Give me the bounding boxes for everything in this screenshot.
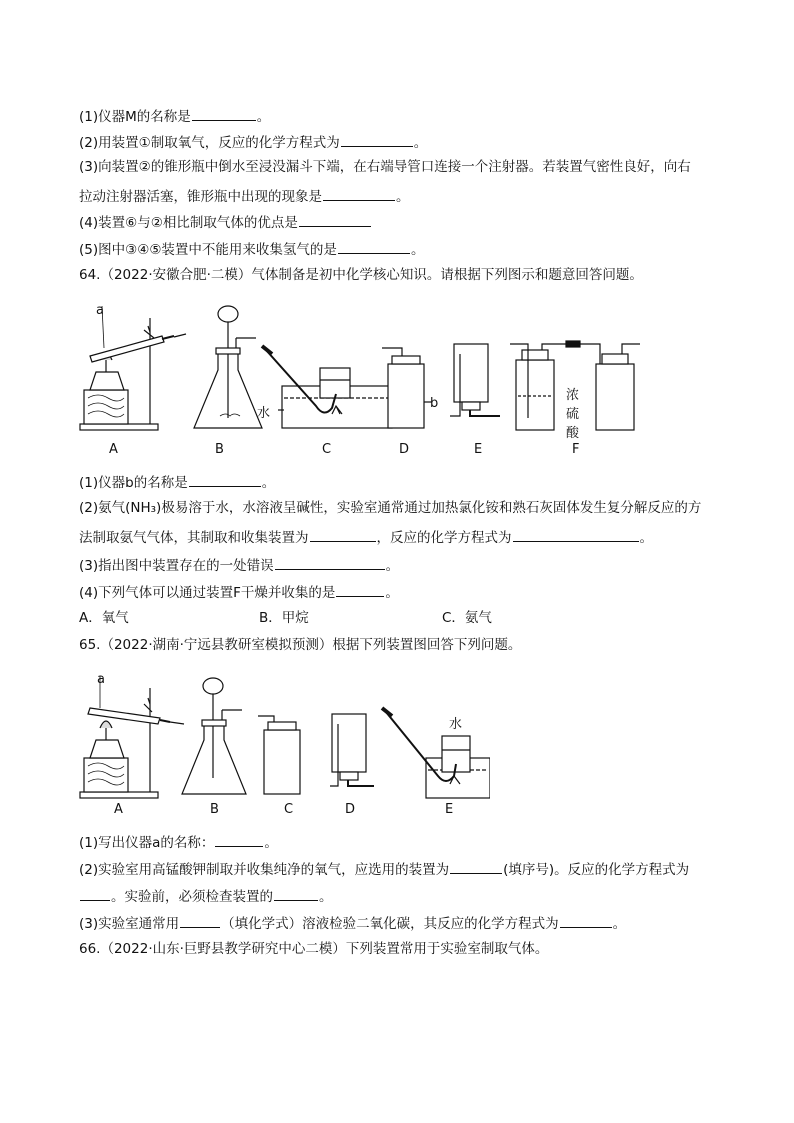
answer-blank[interactable] (180, 913, 220, 928)
q65-apparatus-figure (70, 668, 490, 802)
label-water: 水 (257, 406, 271, 421)
q65-line-3: 。实验前，必须检查装置的 。 (79, 886, 333, 906)
label-D: D (345, 802, 356, 817)
apparatus-c-trough (262, 346, 392, 428)
label-a: a (96, 303, 104, 318)
label-b: b (430, 396, 439, 411)
label-water: 水 (449, 717, 463, 732)
answer-blank[interactable] (275, 555, 385, 570)
q65-line-2: (2)实验室用高锰酸钾制取并收集纯净的氧气，应选用的装置为 (填序号)。反应的化学方程式为 (79, 859, 689, 879)
answer-blank[interactable] (189, 472, 261, 487)
answer-blank[interactable] (274, 886, 318, 901)
q65-line-1: (1)写出仪器a的名称： 。 (79, 832, 278, 852)
label-E: E (445, 802, 454, 817)
q65-title: 65.（2022·湖南·宁远县教研室模拟预测）根据下列装置图回答下列问题。 (79, 637, 522, 653)
answer-blank[interactable] (336, 582, 384, 597)
label-A: A (114, 802, 123, 817)
q66-title: 66.（2022·山东·巨野县教学研究中心二模）下列装置常用于实验室制取气体。 (79, 941, 549, 957)
apparatus-b-flask (182, 678, 246, 794)
answer-blank[interactable] (560, 913, 612, 928)
label-B: B (215, 442, 224, 457)
q64-line-3: 法制取氨气气体，其制取和收集装置为 ，反应的化学方程式为 。 (79, 527, 653, 547)
answer-blank[interactable] (341, 132, 413, 147)
apparatus-a-heating (80, 676, 184, 798)
q64-line-1: (1)仪器b的名称是 。 (79, 472, 275, 492)
label-E: E (474, 442, 483, 457)
label-acid-3: 酸 (566, 426, 580, 441)
q63-line-3: (3)向装置②的锥形瓶中倒水至浸没漏斗下端，在右端导管口连接一个注射器。若装置气密性良好，向右 (79, 159, 691, 175)
apparatus-a-heating (80, 306, 186, 430)
answer-blank[interactable] (338, 239, 410, 254)
q64-line-5: (4)下列气体可以通过装置F干燥并收集的是 。 (79, 582, 399, 602)
option-a[interactable]: A．氧气 (79, 610, 129, 626)
answer-blank[interactable] (80, 886, 110, 901)
label-a: a (97, 672, 105, 687)
option-c[interactable]: C．氨气 (442, 610, 492, 626)
q63-line-6: (5)图中③④⑤装置中不能用来收集氢气的是 。 (79, 239, 424, 259)
q65-line-4: (3)实验室通常用 （填化学式）溶液检验二氧化碳，其反应的化学方程式为 。 (79, 913, 626, 933)
q63-line-2: (2)用装置①制取氧气，反应的化学方程式为 。 (79, 132, 427, 152)
q63-line-1: (1)仪器M的名称是 。 (79, 106, 270, 126)
answer-blank[interactable] (513, 527, 639, 542)
answer-blank[interactable] (299, 212, 371, 227)
q64-line-4: (3)指出图中装置存在的一处错误 。 (79, 555, 399, 575)
label-C: C (322, 442, 332, 457)
apparatus-d-bottle (330, 714, 374, 786)
label-A: A (109, 442, 118, 457)
label-D: D (399, 442, 410, 457)
q64-apparatus-figure (70, 298, 670, 458)
label-F: F (572, 442, 580, 457)
q63-line-5: (4)装置⑥与②相比制取气体的优点是 (79, 212, 372, 232)
label-B: B (210, 802, 219, 817)
label-acid-2: 硫 (566, 407, 580, 422)
apparatus-e-trough (382, 708, 490, 798)
answer-blank[interactable] (310, 527, 376, 542)
apparatus-d-bottle (382, 348, 432, 428)
apparatus-c-bottle (258, 716, 300, 794)
apparatus-b-flask (194, 306, 262, 428)
label-C: C (284, 802, 294, 817)
label-acid-1: 浓 (566, 388, 580, 403)
q64-title: 64.（2022·安徽合肥·二模）气体制备是初中化学核心知识。请根据下列图示和题意回答问题。 (79, 267, 643, 283)
q63-line-4: 拉动注射器活塞，锥形瓶中出现的现象是 。 (79, 186, 410, 206)
answer-blank[interactable] (323, 186, 395, 201)
answer-blank[interactable] (192, 106, 256, 121)
q64-line-2: (2)氨气(NH₃)极易溶于水，水溶液呈碱性，实验室通常通过加热氯化铵和熟石灰固体发生复分解反应的方 (79, 500, 702, 516)
answer-blank[interactable] (215, 832, 263, 847)
answer-blank[interactable] (450, 859, 502, 874)
option-b[interactable]: B．甲烷 (259, 610, 309, 626)
apparatus-e-bottle (450, 344, 500, 416)
